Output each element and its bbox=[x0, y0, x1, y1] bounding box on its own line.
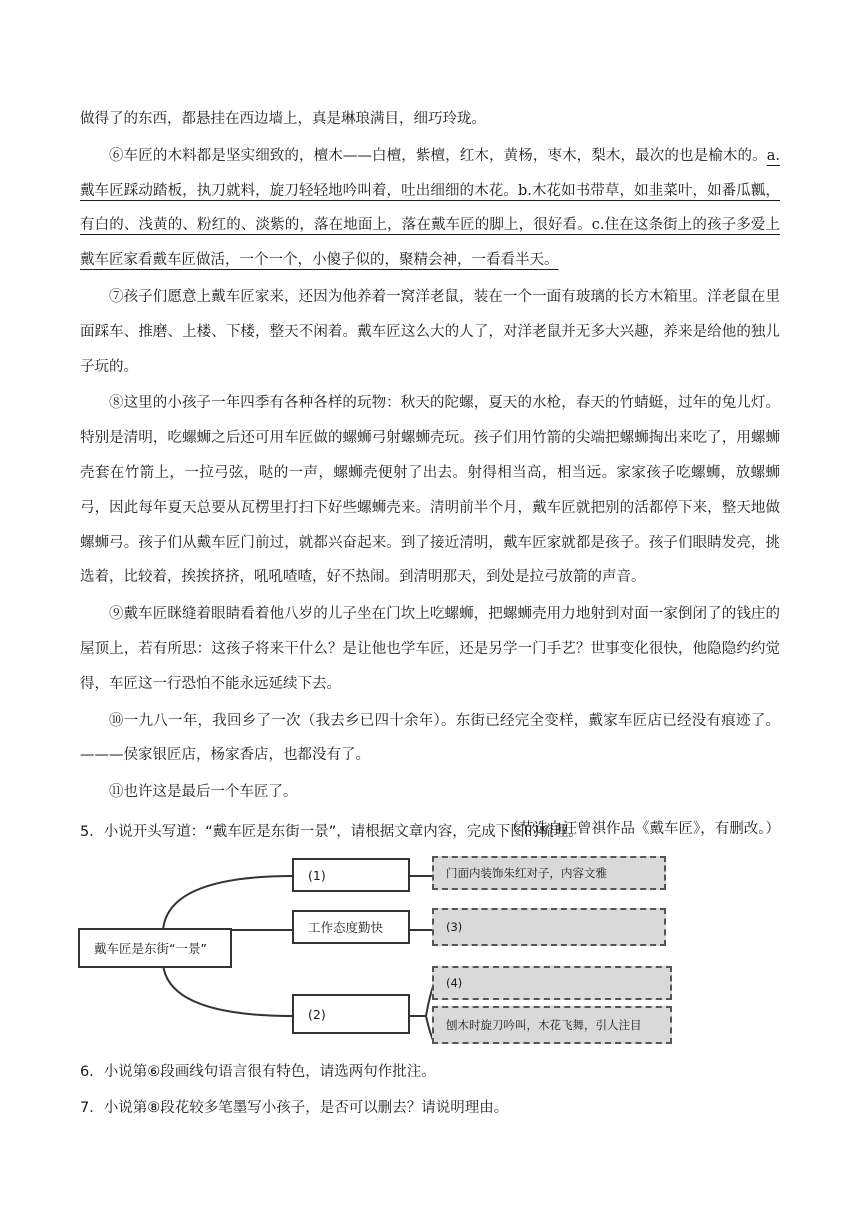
paragraph-6 bbox=[80, 139, 780, 278]
root-node: 戴车匠是东街“一景” bbox=[78, 928, 232, 968]
leaf-node-4: 刨木时旋刀吟叫，木花飞舞，引人注目 bbox=[432, 1006, 672, 1044]
mind-map-diagram bbox=[78, 846, 678, 1046]
passage bbox=[80, 102, 780, 847]
branch-node-3: (2) bbox=[292, 994, 410, 1034]
leaf-node-3: (4) bbox=[432, 966, 672, 1000]
leaf-node-2: (3) bbox=[432, 908, 666, 946]
paragraph-top: 做得了的东西，都悬挂在西边墙上，真是琳琅满目，细巧玲珑。 bbox=[80, 111, 486, 127]
question-5: 5．小说开头写道：“戴车匠是东街一景”，请根据文章内容，完成下图的梳理。 bbox=[80, 824, 583, 840]
paragraph-6-underlined: a.戴车匠踩动踏板，执刀就料，旋刀轻轻地吟叫着，吐出细细的木花。b.木花如书带草，如韭菜叶，如番瓜瓤，有白的、浅黄的、粉红的、淡紫的，落在地面上，落在戴车匠的脚上，很好看。c.住在这条街上的孩子多爱上戴车匠家看戴车匠做活，一个一个，小傻子似的，聚精会神，一看看半天。 bbox=[80, 147, 780, 269]
paragraph-8: ⑧这里的小孩子一年四季有各种各样的玩物：秋天的陀螺，夏天的水枪，春天的竹蜻蜓，过年的兔儿灯。特别是清明，吃螺蛳之后还可用车匠做的螺蛳弓射螺蛳壳玩。孩子们用竹箭的尖端把螺蛳掏出来吃了，用螺蛳壳套在竹箭上，一拉弓弦，哒的一声，螺蛳壳便射了出去。射得相当高，相当远。家家孩子吃螺蛳，放螺蛳弓，因此每年夏天总要从瓦楞里打扫下好些螺蛳壳来。清明前半个月，戴车匠就把别的活都停下来，整天地做螺蛳弓。孩子们从戴车匠门前过，就都兴奋起来。到了接近清明，戴车匠家就都是孩子。孩子们眼睛发亮，挑选着，比较着，挨挨挤挤，吼吼喳喳，好不热闹。到清明那天，到处是拉弓放箭的声音。 bbox=[80, 395, 780, 586]
leaf-node-1: 门面内装饰朱红对子，内容文雅 bbox=[432, 856, 666, 890]
paragraph-7: ⑦孩子们愿意上戴车匠家来，还因为他养着一窝洋老鼠，装在一个一面有玻璃的长方木箱里。洋老鼠在里面踩车、推磨、上楼、下楼，整天不闲着。戴车匠这么大的人了，对洋老鼠并无多大兴趣，养来是给他的独儿子玩的。 bbox=[80, 288, 780, 375]
paragraph-11: ⑪也许这是最后一个车匠了。 bbox=[109, 784, 298, 801]
paragraph-6-plain: ⑥车匠的木料都是坚实细致的，檀木——白檀，紫檀，红木，黄杨，枣木，梨木，最次的也是榆木的。 bbox=[109, 147, 767, 164]
branch-node-2: 工作态度勤快 bbox=[292, 910, 410, 944]
branch-node-1: (1) bbox=[292, 858, 410, 892]
paragraph-10: ⑩一九八一年，我回乡了一次（我去乡已四十余年）。东街已经完全变样，戴家车匠店已经没有痕迹了。———侯家银匠店，杨家香店，也都没有了。 bbox=[80, 712, 780, 764]
paragraph-9: ⑨戴车匠眯缝着眼睛看着他八岁的儿子坐在门坎上吃螺蛳，把螺蛳壳用力地射到对面一家倒闭了的钱庄的屋顶上，若有所思：这孩子将来干什么？是让他也学车匠，还是另学一门手艺？世事变化很快，他隐隐约约觉得，车匠这一行恐怕不能永远延续下去。 bbox=[80, 606, 780, 692]
question-6: 6．小说第⑥段画线句语言很有特色，请选两句作批注。 bbox=[80, 1064, 436, 1080]
source-note: （节选自汪曾祺作品《戴车匠》，有删改。） bbox=[504, 820, 780, 837]
question-7: 7．小说第⑧段花较多笔墨写小孩子，是否可以删去？请说明理由。 bbox=[80, 1100, 509, 1116]
